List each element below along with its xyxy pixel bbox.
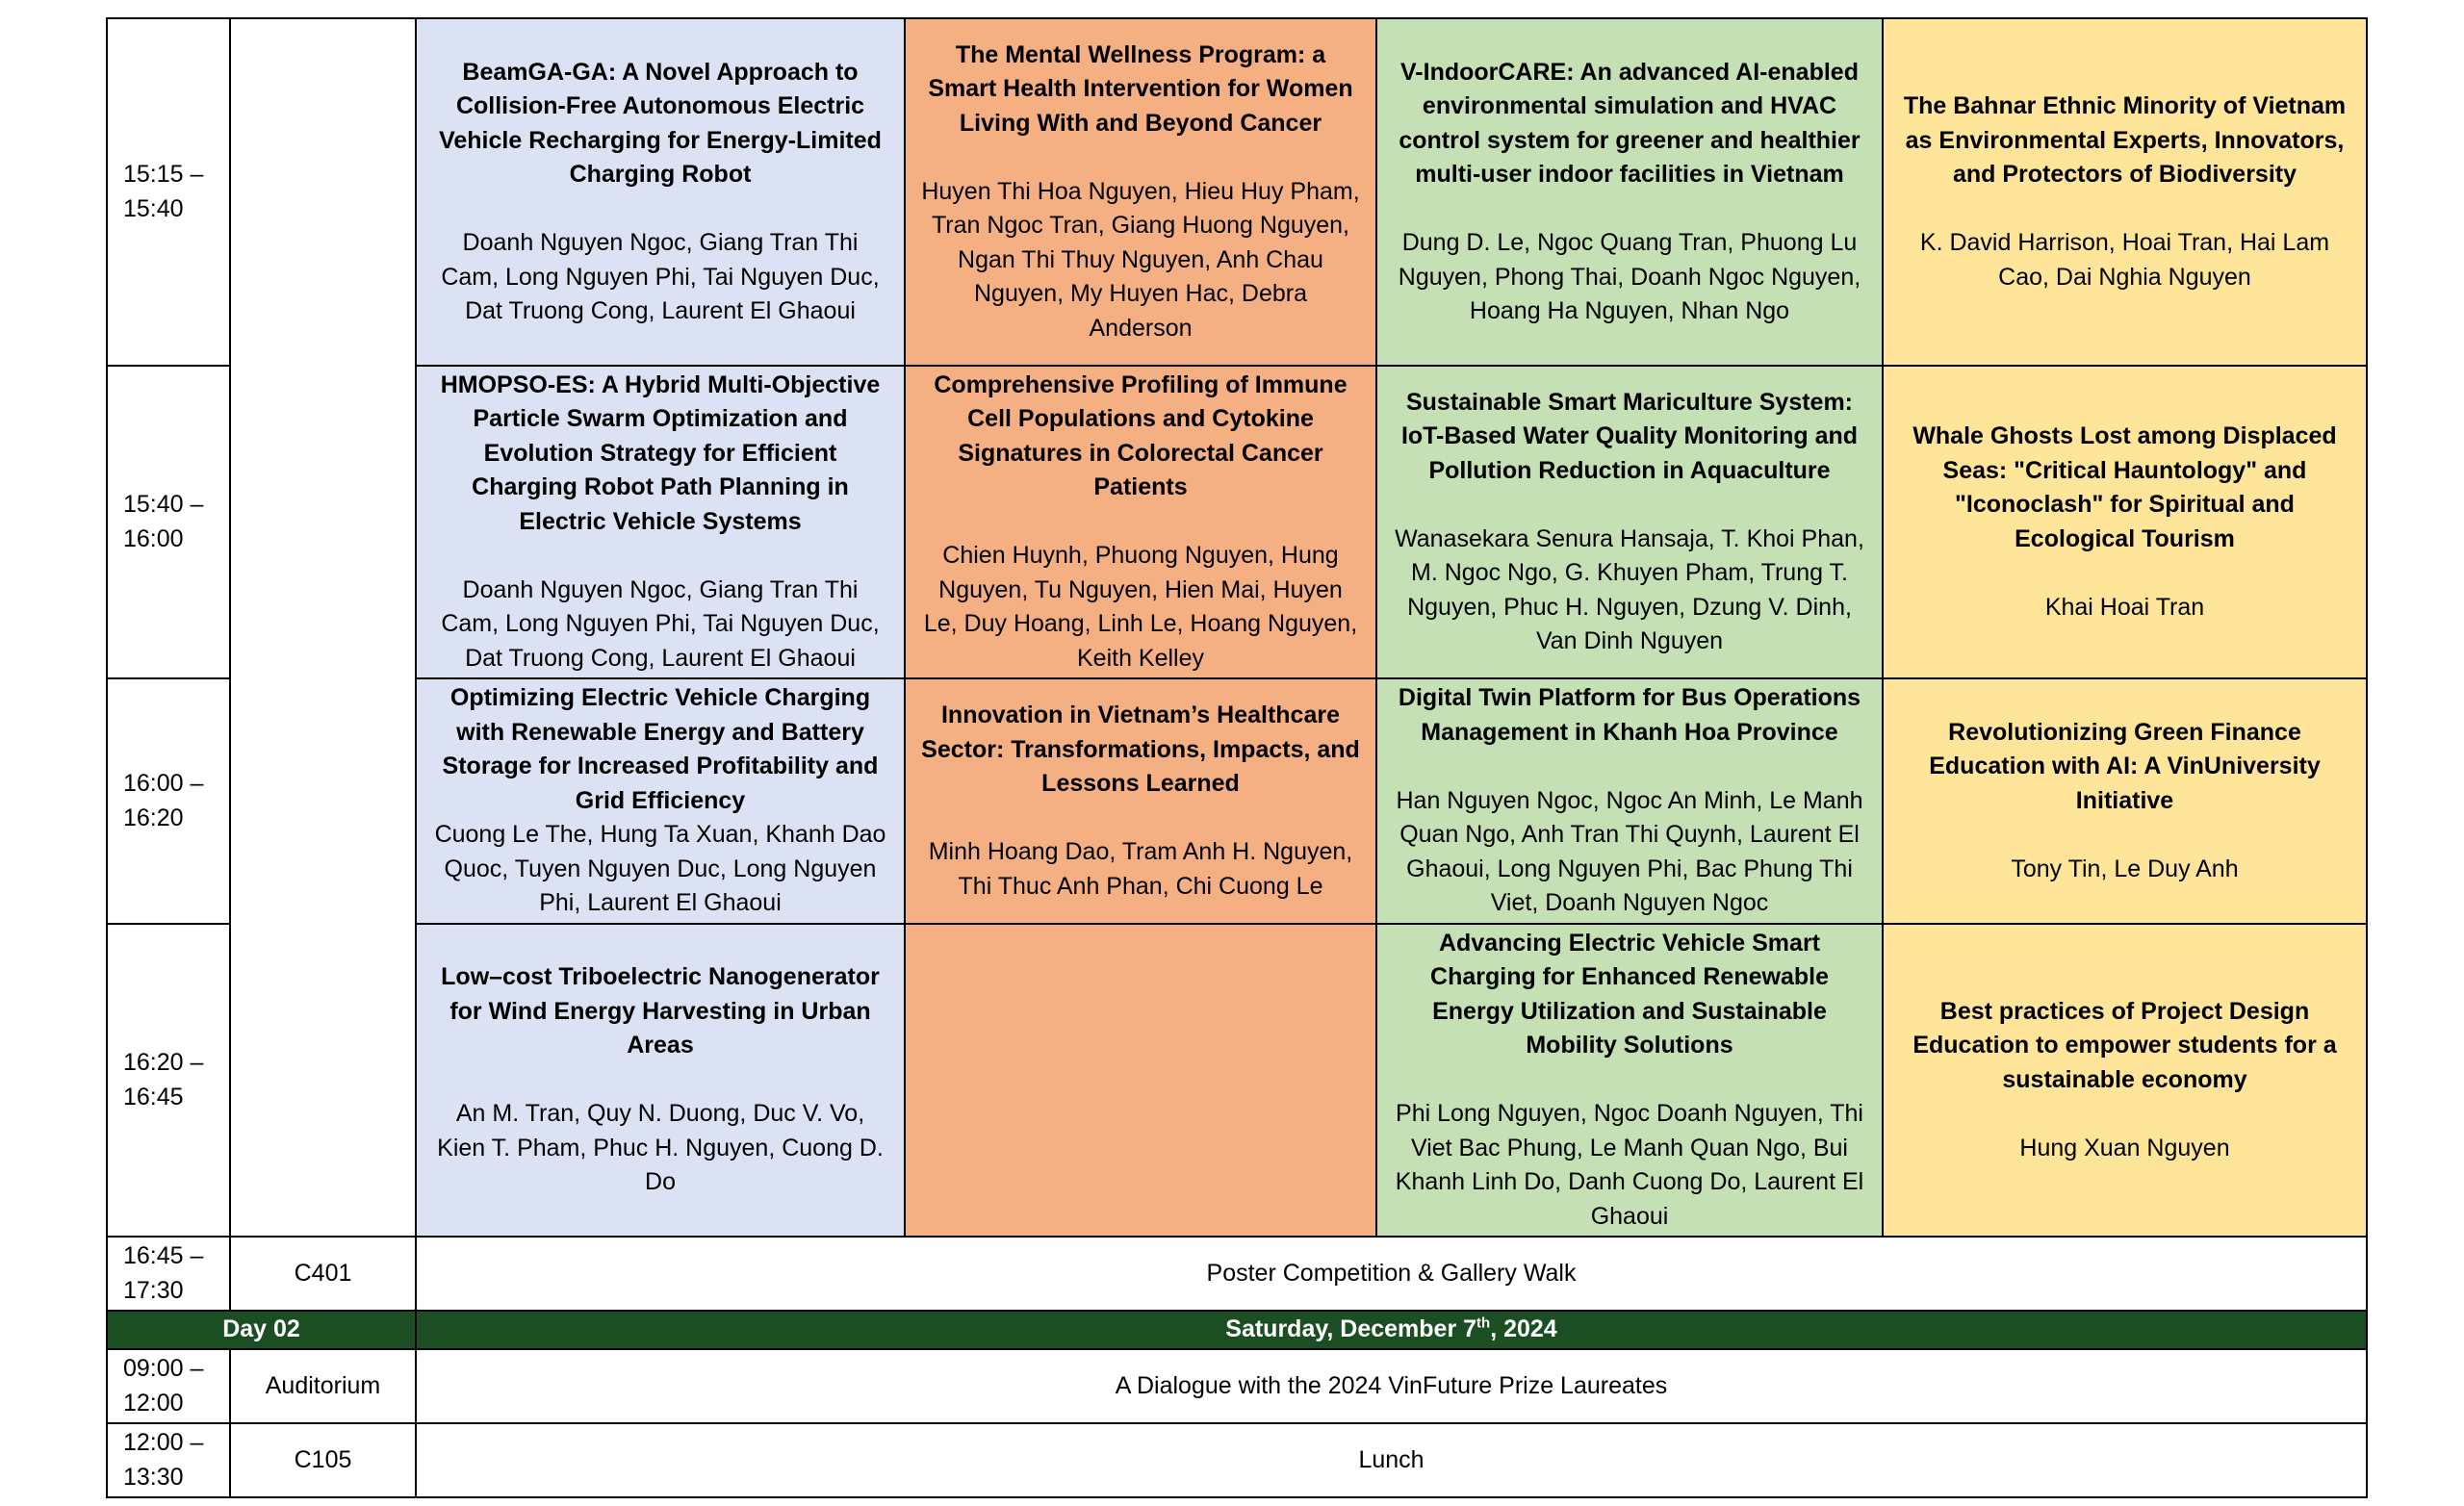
event-cell: Lunch xyxy=(416,1423,2367,1497)
room-cell: C401 xyxy=(230,1237,416,1311)
paper-authors: Minh Hoang Dao, Tram Anh H. Nguyen, Thi Thuc Anh Phan, Chi Cuong Le xyxy=(928,838,1353,900)
paper-authors: Huyen Thi Hoa Nguyen, Hieu Huy Pham, Tran Ngoc Tran, Giang Huong Nguyen, Ngan Thi Thuy Nguyen, Anh Chau Nguyen, My Huyen Hac, Debra Anderson xyxy=(921,177,1360,342)
paper-authors: Tony Tin, Le Duy Anh xyxy=(2011,855,2239,882)
paper-cell xyxy=(1883,18,2367,366)
room-cell-empty xyxy=(230,18,416,1237)
paper-title: Low–cost Triboelectric Nanogenerator for Wind Energy Harvesting in Urban Areas xyxy=(441,963,880,1059)
paper-title: V-IndoorCARE: An advanced AI-enabled environmental simulation and HVAC control system for greener and healthier multi-user indoor facilities in Vietnam xyxy=(1399,58,1861,188)
time-cell: 15:40 – 16:00 xyxy=(107,366,230,678)
time-cell: 16:00 – 16:20 xyxy=(107,678,230,924)
paper-title: Best practices of Project Design Education to empower students for a sustainable economy xyxy=(1912,997,2337,1093)
time-cell: 15:15 – 15:40 xyxy=(107,18,230,366)
paper-cell-empty xyxy=(905,924,1376,1237)
paper-authors: Phi Long Nguyen, Ngoc Doanh Nguyen, Thi Viet Bac Phung, Le Manh Quan Ngo, Bui Khanh Linh Do, Danh Cuong Do, Laurent El Ghaoui xyxy=(1395,1100,1864,1230)
agenda-row xyxy=(107,1423,2367,1497)
room-cell: Auditorium xyxy=(230,1349,416,1423)
paper-cell xyxy=(416,366,905,678)
paper-cell xyxy=(905,678,1376,924)
paper-cell xyxy=(905,366,1376,678)
paper-authors: Doanh Nguyen Ngoc, Giang Tran Thi Cam, Long Nguyen Phi, Tai Nguyen Duc, Dat Truong Cong, Laurent El Ghaoui xyxy=(441,229,880,324)
paper-title: Sustainable Smart Mariculture System: IoT-Based Water Quality Monitoring and Pollution Reduction in Aquaculture xyxy=(1400,388,1859,484)
paper-title: Digital Twin Platform for Bus Operations Management in Khanh Hoa Province xyxy=(1398,684,1861,746)
schedule-table xyxy=(106,17,2368,1498)
paper-cell xyxy=(1376,366,1883,678)
paper-authors: Khai Hoai Tran xyxy=(2044,593,2205,621)
paper-cell xyxy=(1883,366,2367,678)
event-cell: Poster Competition & Gallery Walk xyxy=(416,1237,2367,1311)
paper-authors: Cuong Le The, Hung Ta Xuan, Khanh Dao Quoc, Tuyen Nguyen Duc, Long Nguyen Phi, Laurent El Ghaoui xyxy=(434,821,886,917)
day-date: Saturday, December 7th, 2024 xyxy=(416,1311,2367,1349)
paper-title: Whale Ghosts Lost among Displaced Seas: "Critical Hauntology" and "Iconoclash" for Spiritual and Ecological Tourism xyxy=(1912,422,2337,552)
paper-title: BeamGA-GA: A Novel Approach to Collision-Free Autonomous Electric Vehicle Recharging for Energy-Limited Charging Robot xyxy=(439,58,882,188)
paper-cell xyxy=(1376,678,1883,924)
day-header-row xyxy=(107,1311,2367,1349)
paper-authors: An M. Tran, Quy N. Duong, Duc V. Vo, Kien T. Pham, Phuc H. Nguyen, Cuong D. Do xyxy=(437,1100,884,1196)
agenda-row xyxy=(107,1349,2367,1423)
poster-row xyxy=(107,1237,2367,1311)
paper-authors: Han Nguyen Ngoc, Ngoc An Minh, Le Manh Quan Ngo, Anh Tran Thi Quynh, Laurent El Ghaoui, Long Nguyen Phi, Bac Phung Thi Viet, Doanh Nguyen Ngoc xyxy=(1396,786,1863,917)
paper-title: Advancing Electric Vehicle Smart Charging for Enhanced Renewable Energy Utilization and Sustainable Mobility Solutions xyxy=(1430,929,1829,1059)
session-row xyxy=(107,678,2367,924)
room-cell: C105 xyxy=(230,1423,416,1497)
paper-cell xyxy=(1376,18,1883,366)
paper-title: Revolutionizing Green Finance Education with AI: A VinUniversity Initiative xyxy=(1929,718,2321,814)
paper-title: HMOPSO-ES: A Hybrid Multi-Objective Particle Swarm Optimization and Evolution Strategy for Efficient Charging Robot Path Planning in Electric Vehicle Systems xyxy=(440,370,881,535)
paper-title: Innovation in Vietnam’s Healthcare Sector: Transformations, Impacts, and Lessons Learned xyxy=(921,702,1360,797)
paper-cell xyxy=(416,678,905,924)
time-cell: 16:20 – 16:45 xyxy=(107,924,230,1237)
paper-authors: Hung Xuan Nguyen xyxy=(2019,1134,2230,1161)
paper-title: Optimizing Electric Vehicle Charging with Renewable Energy and Battery Storage for Increased Profitability and Grid Efficiency xyxy=(442,684,879,814)
time-cell: 09:00 – 12:00 xyxy=(107,1349,230,1423)
paper-title: The Mental Wellness Program: a Smart Health Intervention for Women Living With and Beyond Cancer xyxy=(928,40,1353,137)
paper-title: Comprehensive Profiling of Immune Cell Populations and Cytokine Signatures in Colorectal Cancer Patients xyxy=(934,370,1348,501)
paper-cell xyxy=(416,18,905,366)
paper-cell xyxy=(1883,924,2367,1237)
session-row xyxy=(107,18,2367,366)
paper-authors: Dung D. Le, Ngoc Quang Tran, Phuong Lu Nguyen, Phong Thai, Doanh Ngoc Nguyen, Hoang Ha Nguyen, Nhan Ngo xyxy=(1398,229,1861,324)
paper-cell xyxy=(1883,678,2367,924)
paper-cell xyxy=(905,18,1376,366)
paper-title: The Bahnar Ethnic Minority of Vietnam as Environmental Experts, Innovators, and Protectors of Biodiversity xyxy=(1903,92,2347,188)
day-label: Day 02 xyxy=(107,1311,416,1349)
paper-authors: Doanh Nguyen Ngoc, Giang Tran Thi Cam, Long Nguyen Phi, Tai Nguyen Duc, Dat Truong Cong, Laurent El Ghaoui xyxy=(441,575,880,672)
session-row xyxy=(107,924,2367,1237)
event-cell: A Dialogue with the 2024 VinFuture Prize Laureates xyxy=(416,1349,2367,1423)
paper-authors: Wanasekara Senura Hansaja, T. Khoi Phan, M. Ngoc Ngo, G. Khuyen Pham, Trung T. Nguyen, Phuc H. Nguyen, Dzung V. Dinh, Van Dinh Nguyen xyxy=(1395,524,1864,654)
paper-authors: K. David Harrison, Hoai Tran, Hai Lam Cao, Dai Nghia Nguyen xyxy=(1919,229,2330,291)
session-row xyxy=(107,366,2367,678)
paper-cell xyxy=(416,924,905,1237)
time-cell: 12:00 – 13:30 xyxy=(107,1423,230,1497)
paper-authors: Chien Huynh, Phuong Nguyen, Hung Nguyen, Tu Nguyen, Hien Mai, Huyen Le, Duy Hoang, Linh Le, Hoang Nguyen, Keith Kelley xyxy=(923,542,1358,672)
time-cell: 16:45 – 17:30 xyxy=(107,1237,230,1311)
paper-cell xyxy=(1376,924,1883,1237)
